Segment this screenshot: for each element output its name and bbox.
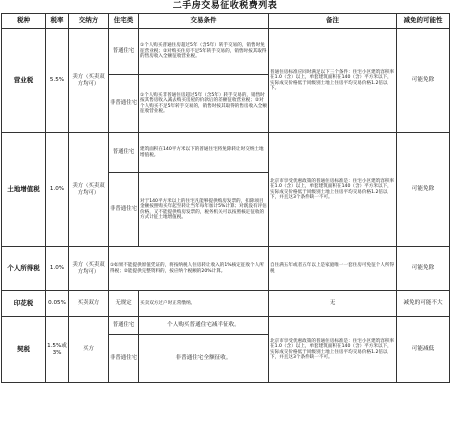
relief-possibility: 减免的可能不大 bbox=[397, 291, 450, 317]
table-title: 二手房交易征收税费列表 bbox=[172, 1, 278, 11]
table-row bbox=[2, 133, 450, 173]
tax-note: 北京市享受优惠政策的普通住房标准是：住宅小区建筑容积率在1.0（含）以上，单套建筑面积在140（含）平方米以下，实际成交价格低于同级别土地上住房平均交易价格1.2倍以下，并且这3个条件缺一不可。 bbox=[269, 133, 397, 247]
tax-payer: 买方 bbox=[69, 317, 109, 383]
table-row bbox=[2, 317, 450, 335]
relief-possibility: 可能减低 bbox=[397, 317, 450, 383]
tax-payer: 买卖双方 bbox=[69, 291, 109, 317]
header-tax-type: 税种 bbox=[2, 14, 46, 29]
relief-possibility: 可能免除 bbox=[397, 247, 450, 291]
tax-rate: 1.5%或3% bbox=[46, 317, 69, 383]
header-rate: 税率 bbox=[46, 14, 69, 29]
tax-name: 土地增值税 bbox=[2, 133, 46, 247]
tax-payer: 卖方（买卖双方均可） bbox=[69, 133, 109, 247]
tax-name: 营业税 bbox=[2, 29, 46, 133]
header-relief: 减免的可能性 bbox=[397, 14, 450, 29]
table-row bbox=[2, 291, 450, 317]
tax-rate: 1.0% bbox=[46, 133, 69, 247]
header-condition: 交易条件 bbox=[139, 14, 269, 29]
tax-payer: 卖方（买卖双方均可） bbox=[69, 29, 109, 133]
trade-condition: 对于140平方米以上的住宅凡能够提供购房发票的，扣除项目金额按照购买年起至转让当年每年加计5%计算；对既没有评估价格，又不能提供购房发票的，税务机关可以按照核定征收的方式计征土地增值税。 bbox=[139, 173, 269, 247]
trade-condition: 非普通住宅全额征收。 bbox=[139, 335, 269, 383]
trade-condition: ①个人购买非普通住房超过5年（含5年）转手交易的，销售时按其售房收入减去购买房屋的价款后的差额征收营业税；②对个人购买不足5年转手交易的，销售时按其取得的售房收入全额征收营业税。 bbox=[139, 75, 269, 133]
trade-condition: 个人购买普通住宅减半征收。 bbox=[139, 317, 269, 335]
tax-note: 无 bbox=[269, 291, 397, 317]
house-type: 普通住宅 bbox=[109, 133, 139, 173]
relief-possibility: 可能免除 bbox=[397, 29, 450, 133]
header-note: 备注 bbox=[269, 14, 397, 29]
trade-condition: 买卖双方过户时正常缴纳。 bbox=[139, 291, 269, 317]
trade-condition: ①如果不能提供原值凭证的，将按纳税人住房转让收入的1%核定征收个人所得税；②能提供完整资料的，按应纳个税额的20%计算。 bbox=[109, 247, 269, 291]
trade-condition: ①个人购买普通住房超过5年（含5年）转手交易的，销售时免征营业税；②对购买住房不足5年转手交易的，销售时按其取得的售房收入全额征收营业税。 bbox=[139, 29, 269, 75]
tax-payer: 卖方（买卖双方均可） bbox=[69, 247, 109, 291]
tax-rate: 0.05% bbox=[46, 291, 69, 317]
tax-note: 自住满五年或者五年以上是家庭唯一一套住房可免征个人所得税 bbox=[269, 247, 397, 291]
house-type: 非普通住宅 bbox=[109, 75, 139, 133]
tax-note: 普通住房标准应同时满足以下三个条件：住宅小区建筑容积率在1.0（含）以上，单套建筑面积在140（含）平方米以下，实际成交价格低于同级别土地上住房平均交易价格1.2倍以下。 bbox=[269, 29, 397, 133]
house-type: 普通住宅 bbox=[109, 29, 139, 75]
tax-fee-table bbox=[1, 13, 450, 383]
house-type: 非普通住宅 bbox=[109, 173, 139, 247]
relief-possibility: 可能免除 bbox=[397, 133, 450, 247]
header-row bbox=[2, 14, 450, 29]
house-type: 非普通住宅 bbox=[109, 335, 139, 383]
tax-name: 契税 bbox=[2, 317, 46, 383]
tax-name: 个人所得税 bbox=[2, 247, 46, 291]
tax-rate: 5.5% bbox=[46, 29, 69, 133]
table-row bbox=[2, 247, 450, 291]
house-type: 无规定 bbox=[109, 291, 139, 317]
trade-condition: 建筑面积在140平方米以下的普通住宅将免除转让时交纳土地增值税。 bbox=[139, 133, 269, 173]
tax-note: 北京市享受优惠政策的普通住房标准是：住宅小区建筑容积率在1.0（含）以上，单套建筑面积在140（含）平方米以下，实际成交价格低于同级别土地上住房平均交易价格1.2倍以下，并且这3个条件缺一不可。 bbox=[269, 317, 397, 383]
tax-name: 印花税 bbox=[2, 291, 46, 317]
header-payer: 交纳方 bbox=[69, 14, 109, 29]
table-row bbox=[2, 29, 450, 75]
tax-rate: 1.0% bbox=[46, 247, 69, 291]
header-house-type: 住宅类 bbox=[109, 14, 139, 29]
house-type: 普通住宅 bbox=[109, 317, 139, 335]
